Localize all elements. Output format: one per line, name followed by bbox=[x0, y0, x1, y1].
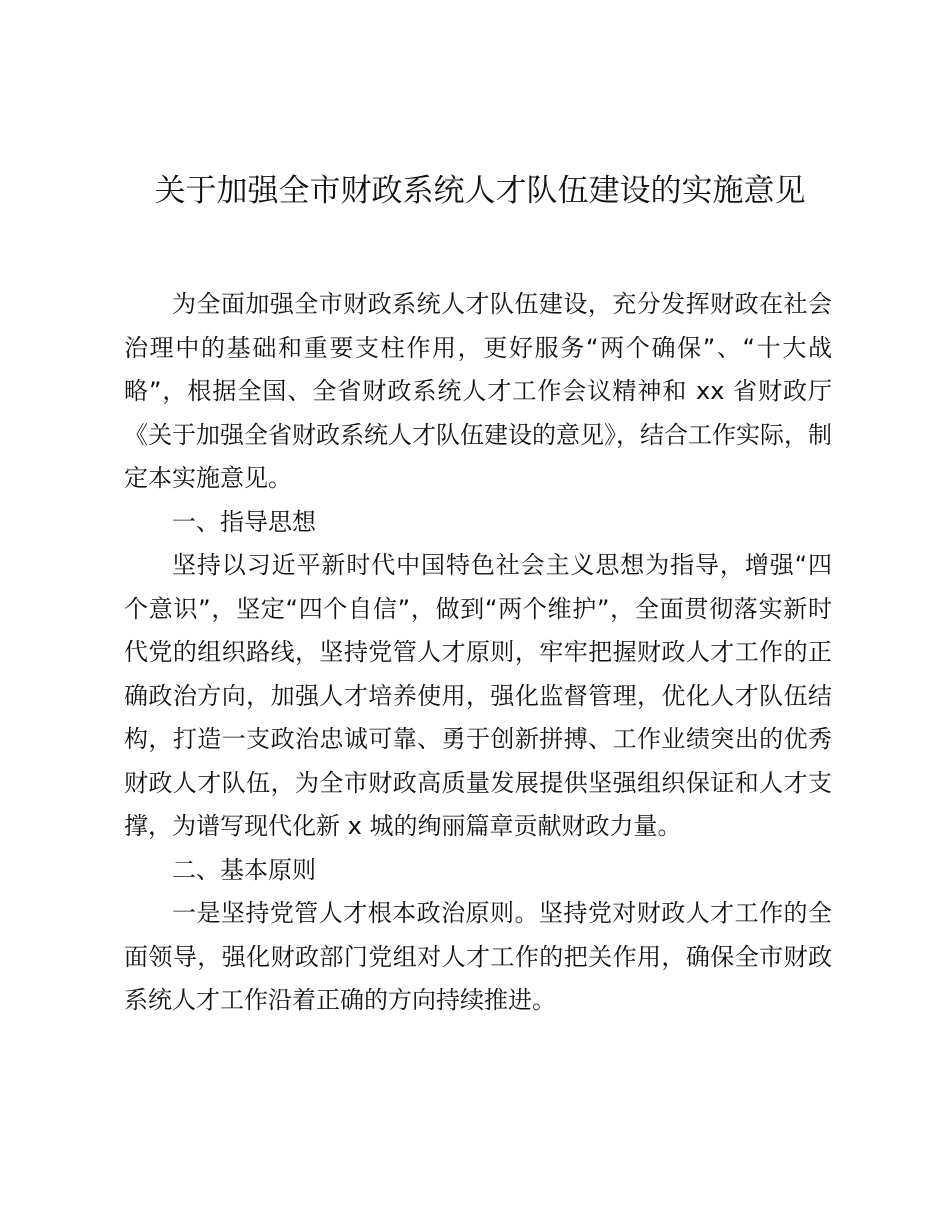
section-heading-guiding-ideology: 一、指导思想 bbox=[172, 507, 316, 536]
intro-paragraph: 为全面加强全市财政系统人才队伍建设，充分发挥财政在社会治理中的基础和重要支柱作用，更好服务“两个确保”、“十大战略”，根据全国、全省财政系统人才工作会议精神和 xx 省财政厅《关于加强全省财政系统人才队伍建设的意见》，结合工作实际，制定本实施意见。 bbox=[124, 290, 832, 492]
document-title: 关于加强全市财政系统人才队伍建设的实施意见 bbox=[154, 173, 806, 209]
basic-principles-paragraph: 一是坚持党管人才根本政治原则。坚持党对财政人才工作的全面领导，强化财政部门党组对人才工作的把关作用，确保全市财政系统人才工作沿着正确的方向持续推进。 bbox=[124, 899, 832, 1014]
document-body bbox=[124, 283, 832, 1023]
section-heading-basic-principles: 二、基本原则 bbox=[172, 855, 316, 884]
guiding-ideology-paragraph: 坚持以习近平新时代中国特色社会主义思想为指导，增强“四个意识”，坚定“四个自信”，做到“两个维护”，全面贯彻落实新时代党的组织路线，坚持党管人才原则，牢牢把握财政人才工作的正确政治方向，加强人才培养使用，强化监督管理，优化人才队伍结构，打造一支政治忠诚可靠、勇于创新拼搏、工作业绩突出的优秀财政人才队伍，为全市财政高质量发展提供坚强组织保证和人才支撑，为谱写现代化新 x 城的绚丽篇章贡献财政力量。 bbox=[124, 551, 832, 840]
